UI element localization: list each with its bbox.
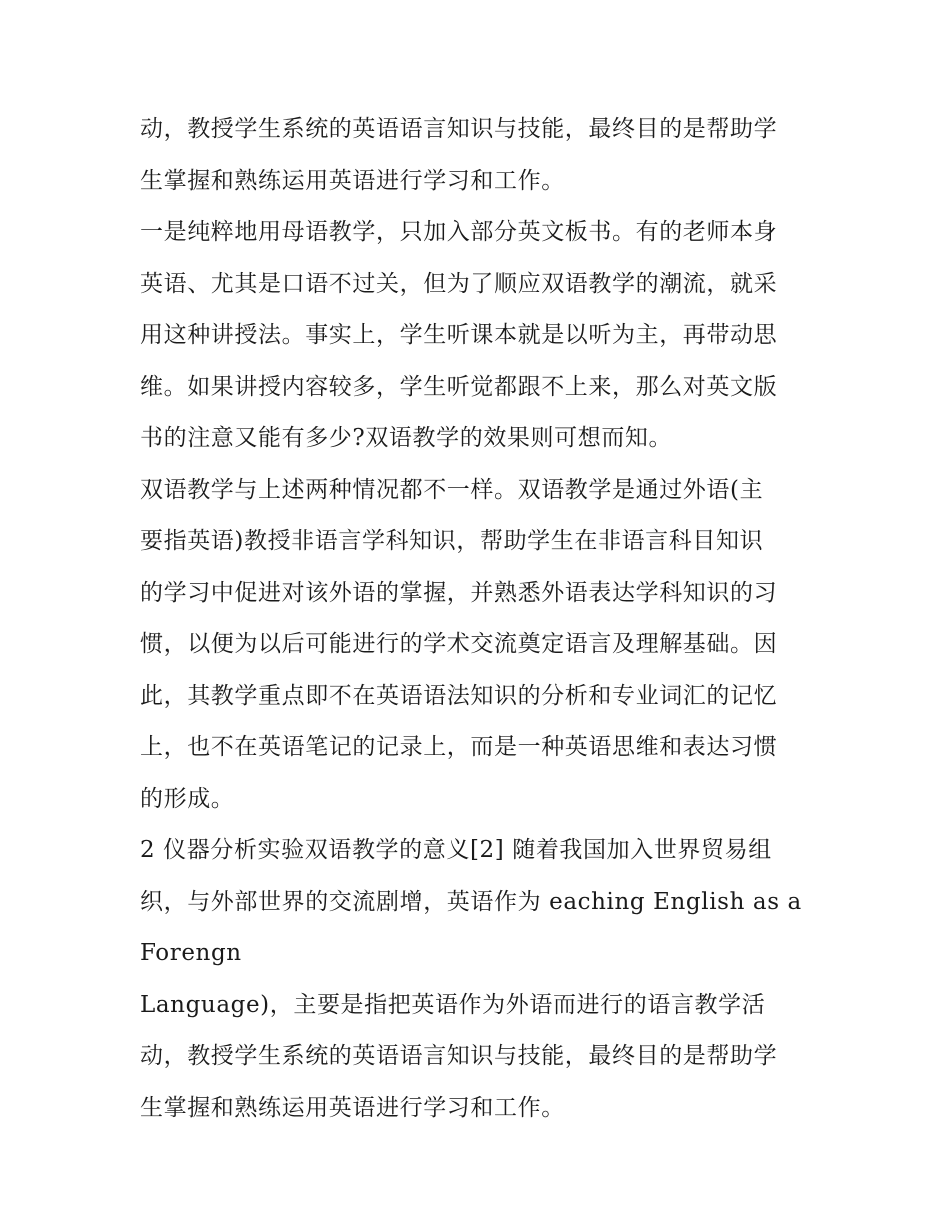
text-line: 动，教授学生系统的英语语言知识与技能，最终目的是帮助学	[140, 1043, 778, 1069]
text-line: 英语、尤其是口语不过关，但为了顺应双语教学的潮流，就采	[140, 270, 778, 297]
text-line: 动，教授学生系统的英语语言知识与技能，最终目的是帮助学	[140, 116, 778, 142]
text-line: 生掌握和熟练运用英语进行学习和工作。	[140, 1094, 565, 1121]
text-line: 织，与外部世界的交流剧增，英语作为 eaching English as a	[140, 888, 802, 915]
text-line: 此，其教学重点即不在英语语法知识的分析和专业词汇的记忆	[140, 682, 778, 709]
text-line: 用这种讲授法。事实上，学生听课本就是以听为主，再带动思	[140, 322, 778, 348]
text-line: 维。如果讲授内容较多，学生听觉都跟不上来，那么对英文版	[140, 373, 778, 400]
text-line: Language)，主要是指把英语作为外语而进行的语言教学活	[140, 991, 766, 1018]
text-line: 双语教学与上述两种情况都不一样。双语教学是通过外语(主	[140, 476, 764, 503]
text-line: 生掌握和熟练运用英语进行学习和工作。	[140, 167, 565, 194]
text-line: 要指英语)教授非语言学科知识，帮助学生在非语言科目知识	[140, 528, 764, 554]
text-line: 上，也不在英语笔记的记录上，而是一种英语思维和表达习惯	[140, 734, 778, 760]
text-line: 的学习中促进对该外语的掌握，并熟悉外语表达学科知识的习	[140, 579, 778, 606]
document-body	[140, 104, 820, 1134]
text-line: 书的注意又能有多少?双语教学的效果则可想而知。	[140, 425, 673, 451]
section-heading-line: 2 仪器分析实验双语教学的意义[2] 随着我国加入世界贸易组	[140, 837, 772, 863]
text-line: 的形成。	[140, 785, 235, 812]
text-line: 一是纯粹地用母语教学，只加入部分英文板书。有的老师本身	[140, 219, 778, 245]
text-line: 惯，以便为以后可能进行的学术交流奠定语言及理解基础。因	[140, 631, 778, 657]
text-line: Forengn	[140, 940, 242, 966]
